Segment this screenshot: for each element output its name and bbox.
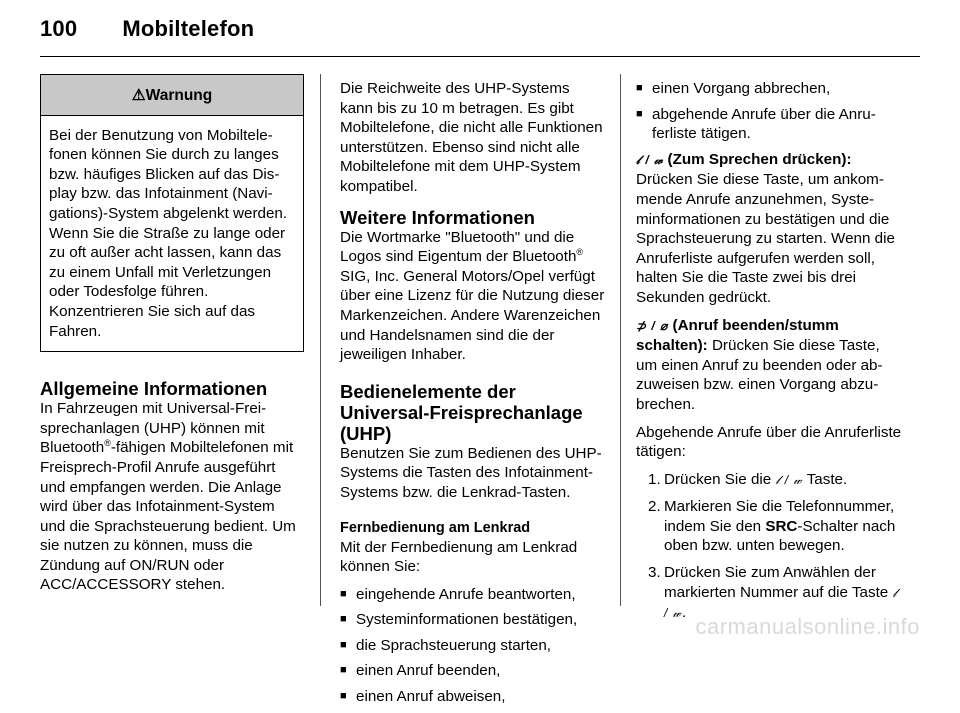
allgemein-paragraph-1: In Fahrzeugen mit Universal-Freisprechanlagen (UHP) können mit Bluetooth®-fähigen Mobiltelefonen mit Freisprech-Profil Anrufe ausgeführt und empfangen werden. Die Anlage wird über das Infotainment-System und die Sprachsteuerung bedient. Um sie nutzen zu können, muss die Zündung auf ON/RUN oder ACC/ACCESSORY stehen. <box>40 400 296 594</box>
speak-key-icon: 𝓁 / 𝓌 <box>664 585 898 621</box>
page-header <box>40 16 254 42</box>
list-item: ■ einen Anruf beenden, <box>340 661 606 681</box>
step-list <box>636 470 904 624</box>
speak-key-description: 𝓁 / 𝓌 (Zum Sprechen drücken): Drücken Sie diese Taste, um ankommende Anrufe anzunehmen, Systeminformationen zu bestätigen und die Sprachsteuerung zu starten. Wenn die Anruferliste aufgerufen werden soll, halten Sie die Taste zwei bis drei Sekunden gedrückt. <box>636 150 895 306</box>
speak-key-icon: 𝓁 / 𝓌 <box>775 472 803 487</box>
fernbedienung-intro: Mit der Fernbedienung am Lenkrad können Sie: <box>340 538 578 576</box>
allgemein-paragraph-2-continued: Die Reichweite des UHP-Systems kann bis zu 10 m betragen. Es gibt Mobiltelefone, die nicht alle Funktionen unterstützen. Ebenso sind nicht alle Mobiltelefone mit dem UHP-System kompatibel. <box>340 80 603 195</box>
page-number: 100 <box>40 16 78 41</box>
function-list <box>340 585 606 707</box>
column-2 <box>340 79 606 713</box>
warning-text: Bei der Benutzung von Mobiltelefonen können Sie durch zu langes bzw. häufiges Blicken auf das Display bzw. das Infotainment (Navigations)-System abgelenkt werden. Wenn Sie die Straße zu lange oder zu oft außer acht lassen, kann das zu einem Unfall mit Verletzungen oder Todesfolge führen. Konzentrieren Sie sich auf das Fahren. <box>49 126 288 340</box>
chapter-title: Mobiltelefon <box>122 16 255 41</box>
column-divider <box>320 74 321 606</box>
end-call-icon: ⊅ / ⌀ <box>636 318 669 333</box>
list-item: ■ einen Vorgang abbrechen, <box>636 79 904 99</box>
registered-mark: ® <box>576 247 584 258</box>
warning-box <box>40 74 304 352</box>
list-item: ■ abgehende Anrufe über die Anruferliste tätigen. <box>636 105 904 144</box>
list-item: ■ die Sprachsteuerung starten, <box>340 636 606 656</box>
subheading-fernbedienung: Fernbedienung am Lenkrad <box>340 519 531 536</box>
heading-allgemein: Allgemeine Informationen <box>40 378 268 400</box>
function-list-continued <box>636 79 904 144</box>
heading-weitere: Weitere Informationen <box>340 206 535 228</box>
column-divider <box>620 74 621 606</box>
heading-bedien: Bedienelemente der Universal-Freisprechanlage (UHP) <box>340 380 583 444</box>
end-key-description: ⊅ / ⌀ (Anruf beenden/stumm schalten): Drücken Sie diese Taste, um einen Anruf zu beenden oder abzuweisen bzw. einen Vorgang abzubrechen. <box>636 316 883 413</box>
weitere-paragraph: Die Wortmarke "Bluetooth" und die Logos sind Eigentum der Bluetooth® SIG, Inc. General Motors/Opel verfügt über eine Lizenz für die Nutzung dieser Markenzeichen. Andere Warenzeichen und Handelsnamen sind die der jeweiligen Inhaber. <box>340 228 605 364</box>
step-item: 1. Drücken Sie die 𝓁 / 𝓌 Taste. <box>648 470 848 488</box>
column-1 <box>40 74 304 603</box>
list-item: ■ Systeminformationen bestätigen, <box>340 610 606 630</box>
list-item: ■ eingehende Anrufe beantworten, <box>340 585 606 605</box>
warning-icon: ⚠ <box>131 87 146 104</box>
warning-header <box>41 75 303 116</box>
speak-key-icon: 𝓁 / 𝓌 <box>636 152 664 167</box>
list-item: ■ einen Anruf abweisen, <box>340 687 606 707</box>
warning-title: Warnung <box>145 87 213 104</box>
bedien-paragraph: Benutzen Sie zum Bedienen des UHP-Systems die Tasten des Infotainment-Systems bzw. die Lenkrad-Tasten. <box>340 444 602 501</box>
watermark: carmanualsonline.info <box>695 614 920 639</box>
column-3 <box>636 79 904 631</box>
header-rule <box>40 56 920 57</box>
step-item: 3. Drücken Sie zum Anwählen der markierten Nummer auf die Taste 𝓁 / 𝓌. <box>648 564 898 622</box>
call-list-intro: Abgehende Anrufe über die Anruferliste tätigen: <box>636 423 902 461</box>
step-item: 2. Markieren Sie die Telefonnummer, indem Sie den SRC-Schalter nach oben bzw. unten bewegen. <box>648 498 896 555</box>
registered-mark: ® <box>104 438 111 449</box>
